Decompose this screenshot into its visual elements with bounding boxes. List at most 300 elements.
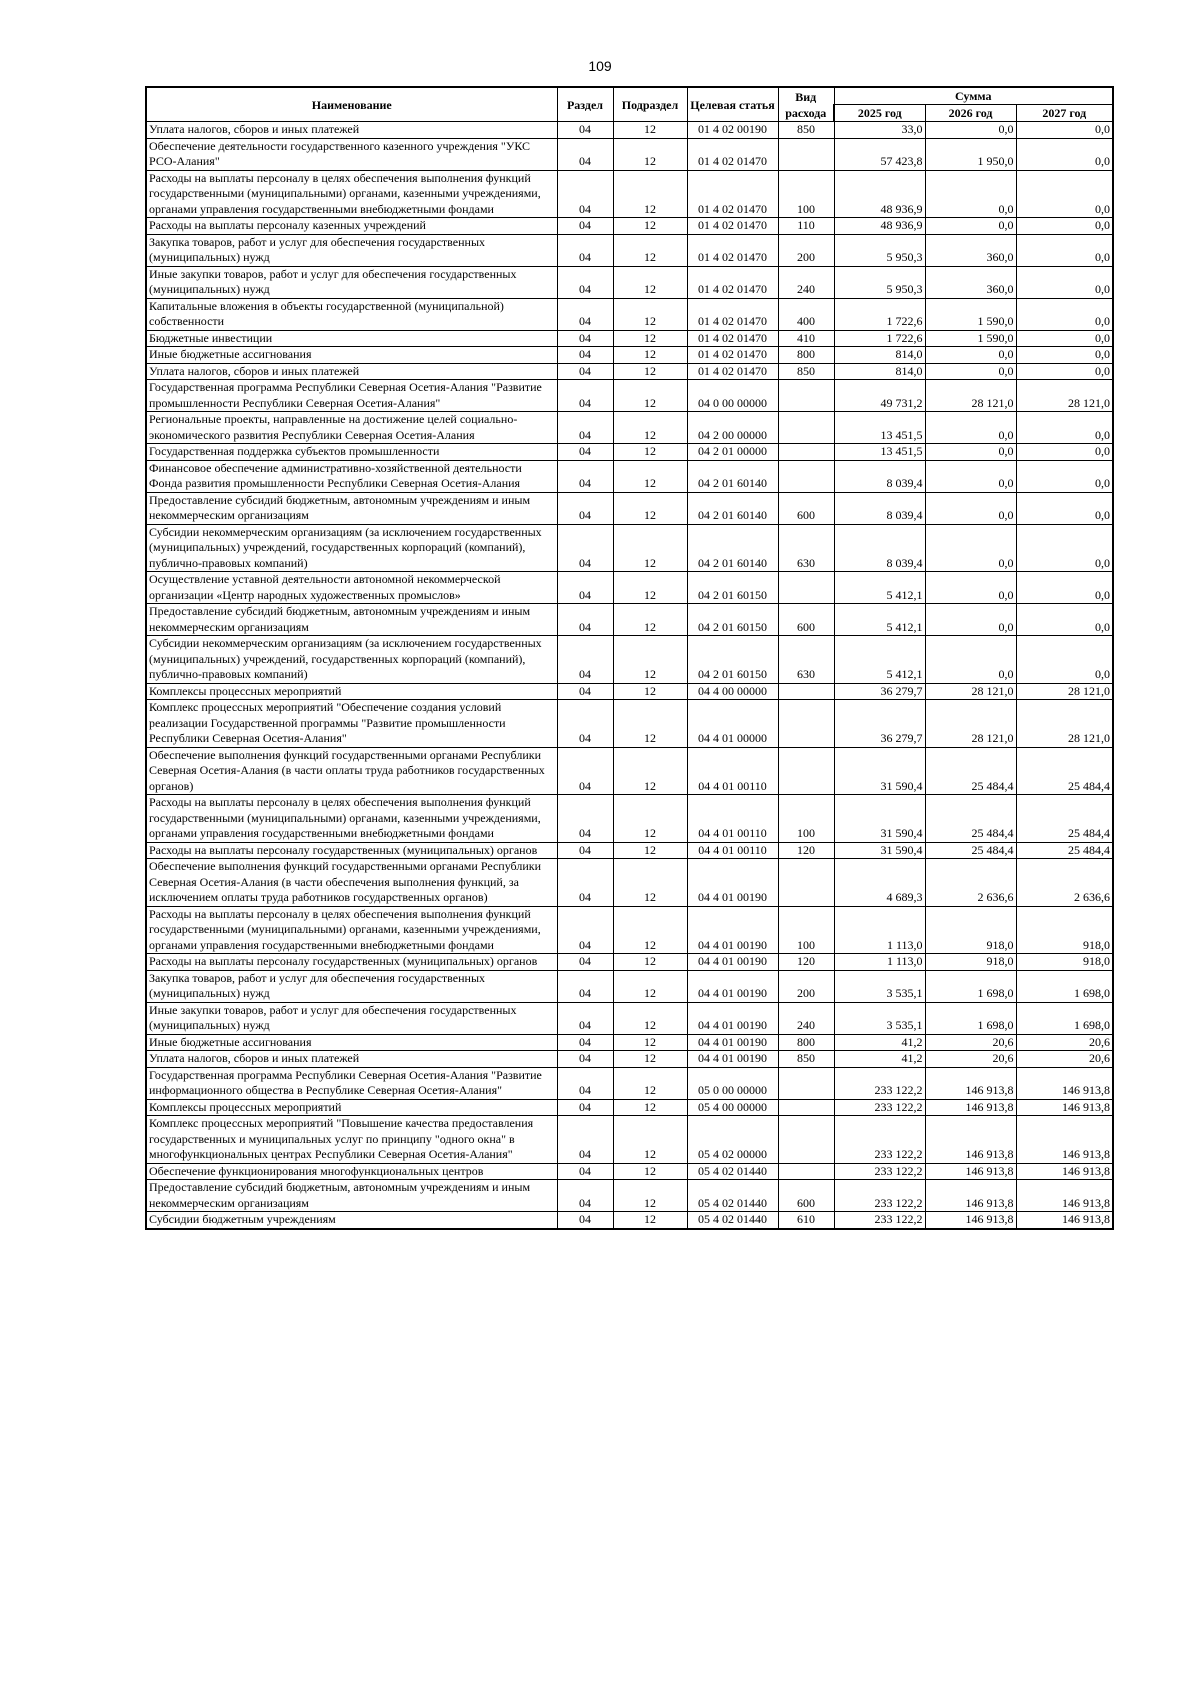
row-amount-2027: 25 484,4 xyxy=(1016,795,1113,843)
header-section: Раздел xyxy=(557,87,613,122)
table-row xyxy=(146,604,1113,636)
row-amount-2026: 146 913,8 xyxy=(925,1116,1016,1164)
row-section: 04 xyxy=(557,747,613,795)
row-amount-2025: 48 936,9 xyxy=(834,170,925,218)
row-expense-type: 600 xyxy=(778,492,834,524)
row-expense-type: 200 xyxy=(778,970,834,1002)
row-amount-2026: 28 121,0 xyxy=(925,700,1016,748)
row-expense-type: 800 xyxy=(778,347,834,364)
row-amount-2026: 28 121,0 xyxy=(925,683,1016,700)
row-amount-2026: 918,0 xyxy=(925,906,1016,954)
row-expense-type xyxy=(778,683,834,700)
row-name: Предоставление субсидий бюджетным, автономным учреждениям и иным некоммерческим организациям xyxy=(146,492,557,524)
table-row xyxy=(146,842,1113,859)
row-expense-type xyxy=(778,460,834,492)
row-section: 04 xyxy=(557,700,613,748)
row-name: Субсидии бюджетным учреждениям xyxy=(146,1212,557,1229)
row-amount-2025: 8 039,4 xyxy=(834,460,925,492)
row-amount-2026: 2 636,6 xyxy=(925,859,1016,907)
row-name: Государственная поддержка субъектов промышленности xyxy=(146,444,557,461)
row-name: Иные бюджетные ассигнования xyxy=(146,1034,557,1051)
budget-table xyxy=(145,86,1114,1230)
row-target-article: 05 4 00 00000 xyxy=(687,1099,778,1116)
table-row xyxy=(146,412,1113,444)
row-amount-2026: 360,0 xyxy=(925,266,1016,298)
row-amount-2025: 233 122,2 xyxy=(834,1116,925,1164)
table-row xyxy=(146,683,1113,700)
table-row xyxy=(146,1116,1113,1164)
row-target-article: 01 4 02 01470 xyxy=(687,138,778,170)
row-expense-type xyxy=(778,412,834,444)
row-amount-2027: 918,0 xyxy=(1016,906,1113,954)
row-expense-type xyxy=(778,138,834,170)
row-amount-2025: 36 279,7 xyxy=(834,700,925,748)
row-name: Расходы на выплаты персоналу в целях обеспечения выполнения функций государственными (муниципальными) органами, казенными учреждениями, органами управления государственными внебюджетными фондами xyxy=(146,906,557,954)
row-subsection: 12 xyxy=(613,604,687,636)
row-amount-2025: 36 279,7 xyxy=(834,683,925,700)
row-expense-type: 200 xyxy=(778,234,834,266)
row-amount-2025: 57 423,8 xyxy=(834,138,925,170)
row-amount-2025: 233 122,2 xyxy=(834,1212,925,1229)
row-amount-2025: 3 535,1 xyxy=(834,1002,925,1034)
row-amount-2026: 0,0 xyxy=(925,170,1016,218)
row-amount-2026: 1 590,0 xyxy=(925,330,1016,347)
row-expense-type: 110 xyxy=(778,218,834,235)
row-amount-2027: 0,0 xyxy=(1016,572,1113,604)
row-subsection: 12 xyxy=(613,906,687,954)
row-section: 04 xyxy=(557,363,613,380)
row-target-article: 04 4 01 00190 xyxy=(687,954,778,971)
table-row xyxy=(146,572,1113,604)
row-amount-2025: 5 412,1 xyxy=(834,604,925,636)
row-amount-2026: 146 913,8 xyxy=(925,1180,1016,1212)
row-target-article: 04 2 00 00000 xyxy=(687,412,778,444)
row-amount-2025: 5 412,1 xyxy=(834,572,925,604)
table-row xyxy=(146,970,1113,1002)
row-name: Комплексы процессных мероприятий xyxy=(146,683,557,700)
row-target-article: 05 4 02 01440 xyxy=(687,1180,778,1212)
row-amount-2025: 233 122,2 xyxy=(834,1067,925,1099)
row-section: 04 xyxy=(557,1002,613,1034)
row-amount-2025: 13 451,5 xyxy=(834,412,925,444)
row-expense-type: 120 xyxy=(778,954,834,971)
row-amount-2027: 146 913,8 xyxy=(1016,1180,1113,1212)
row-expense-type xyxy=(778,1163,834,1180)
row-section: 04 xyxy=(557,524,613,572)
row-subsection: 12 xyxy=(613,460,687,492)
row-expense-type: 630 xyxy=(778,524,834,572)
row-expense-type: 850 xyxy=(778,363,834,380)
row-amount-2027: 25 484,4 xyxy=(1016,842,1113,859)
row-amount-2026: 20,6 xyxy=(925,1034,1016,1051)
row-subsection: 12 xyxy=(613,1099,687,1116)
row-target-article: 04 2 01 60150 xyxy=(687,636,778,684)
row-amount-2026: 0,0 xyxy=(925,636,1016,684)
row-amount-2026: 0,0 xyxy=(925,572,1016,604)
table-row xyxy=(146,444,1113,461)
row-amount-2027: 0,0 xyxy=(1016,218,1113,235)
row-section: 04 xyxy=(557,1051,613,1068)
row-section: 04 xyxy=(557,1212,613,1229)
row-amount-2025: 8 039,4 xyxy=(834,524,925,572)
row-amount-2026: 0,0 xyxy=(925,524,1016,572)
row-name: Обеспечение выполнения функций государственными органами Республики Северная Осетия-Алания (в части обеспечения выполнения функций, за исключением оплаты труда работников государственных органов) xyxy=(146,859,557,907)
row-expense-type xyxy=(778,1116,834,1164)
row-amount-2026: 918,0 xyxy=(925,954,1016,971)
row-amount-2026: 0,0 xyxy=(925,347,1016,364)
row-amount-2027: 0,0 xyxy=(1016,266,1113,298)
row-subsection: 12 xyxy=(613,795,687,843)
row-amount-2027: 0,0 xyxy=(1016,170,1113,218)
row-amount-2027: 0,0 xyxy=(1016,636,1113,684)
table-row xyxy=(146,1034,1113,1051)
row-section: 04 xyxy=(557,1099,613,1116)
row-amount-2026: 0,0 xyxy=(925,412,1016,444)
row-target-article: 01 4 02 00190 xyxy=(687,122,778,139)
table-row xyxy=(146,298,1113,330)
row-amount-2025: 48 936,9 xyxy=(834,218,925,235)
row-amount-2027: 146 913,8 xyxy=(1016,1212,1113,1229)
row-subsection: 12 xyxy=(613,636,687,684)
row-subsection: 12 xyxy=(613,412,687,444)
header-expense-type: Вид расхода xyxy=(778,87,834,122)
table-row xyxy=(146,1212,1113,1229)
row-amount-2025: 8 039,4 xyxy=(834,492,925,524)
row-subsection: 12 xyxy=(613,524,687,572)
table-row xyxy=(146,363,1113,380)
row-subsection: 12 xyxy=(613,363,687,380)
row-expense-type: 630 xyxy=(778,636,834,684)
row-expense-type xyxy=(778,1067,834,1099)
row-name: Предоставление субсидий бюджетным, автономным учреждениям и иным некоммерческим организациям xyxy=(146,604,557,636)
row-amount-2025: 4 689,3 xyxy=(834,859,925,907)
row-target-article: 04 4 01 00190 xyxy=(687,1034,778,1051)
row-amount-2025: 1 722,6 xyxy=(834,330,925,347)
table-row xyxy=(146,954,1113,971)
row-target-article: 04 2 01 60140 xyxy=(687,492,778,524)
row-subsection: 12 xyxy=(613,572,687,604)
row-target-article: 04 4 01 00110 xyxy=(687,842,778,859)
row-name: Субсидии некоммерческим организациям (за исключением государственных (муниципальных) учреждений, государственных корпораций (компаний), публично-правовых компаний) xyxy=(146,636,557,684)
table-row xyxy=(146,1002,1113,1034)
row-target-article: 01 4 02 01470 xyxy=(687,347,778,364)
table-body xyxy=(146,122,1113,1229)
row-name: Бюджетные инвестиции xyxy=(146,330,557,347)
row-amount-2025: 3 535,1 xyxy=(834,970,925,1002)
row-amount-2026: 360,0 xyxy=(925,234,1016,266)
table-row xyxy=(146,1051,1113,1068)
row-amount-2027: 0,0 xyxy=(1016,460,1113,492)
row-section: 04 xyxy=(557,906,613,954)
row-amount-2027: 146 913,8 xyxy=(1016,1116,1113,1164)
table-row xyxy=(146,636,1113,684)
row-subsection: 12 xyxy=(613,1002,687,1034)
row-name: Иные бюджетные ассигнования xyxy=(146,347,557,364)
row-target-article: 04 4 01 00110 xyxy=(687,795,778,843)
row-target-article: 04 4 01 00190 xyxy=(687,1002,778,1034)
row-section: 04 xyxy=(557,970,613,1002)
row-expense-type xyxy=(778,572,834,604)
row-amount-2025: 13 451,5 xyxy=(834,444,925,461)
row-subsection: 12 xyxy=(613,122,687,139)
row-amount-2027: 1 698,0 xyxy=(1016,970,1113,1002)
row-amount-2027: 0,0 xyxy=(1016,330,1113,347)
row-name: Расходы на выплаты персоналу государственных (муниципальных) органов xyxy=(146,954,557,971)
row-section: 04 xyxy=(557,636,613,684)
row-section: 04 xyxy=(557,683,613,700)
row-target-article: 04 2 01 00000 xyxy=(687,444,778,461)
row-section: 04 xyxy=(557,1116,613,1164)
row-name: Расходы на выплаты персоналу в целях обеспечения выполнения функций государственными (муниципальными) органами, казенными учреждениями, органами управления государственными внебюджетными фондами xyxy=(146,170,557,218)
row-subsection: 12 xyxy=(613,170,687,218)
row-expense-type: 100 xyxy=(778,906,834,954)
row-target-article: 04 4 01 00000 xyxy=(687,700,778,748)
row-section: 04 xyxy=(557,604,613,636)
header-year-2026: 2026 год xyxy=(925,105,1016,122)
row-amount-2026: 1 590,0 xyxy=(925,298,1016,330)
row-amount-2027: 0,0 xyxy=(1016,524,1113,572)
row-section: 04 xyxy=(557,218,613,235)
row-name: Уплата налогов, сборов и иных платежей xyxy=(146,363,557,380)
row-amount-2026: 146 913,8 xyxy=(925,1163,1016,1180)
row-amount-2026: 146 913,8 xyxy=(925,1212,1016,1229)
row-expense-type xyxy=(778,700,834,748)
row-amount-2027: 2 636,6 xyxy=(1016,859,1113,907)
row-amount-2027: 25 484,4 xyxy=(1016,747,1113,795)
row-section: 04 xyxy=(557,460,613,492)
table-row xyxy=(146,1099,1113,1116)
row-amount-2027: 0,0 xyxy=(1016,604,1113,636)
row-section: 04 xyxy=(557,298,613,330)
row-amount-2026: 0,0 xyxy=(925,218,1016,235)
row-expense-type: 100 xyxy=(778,795,834,843)
row-section: 04 xyxy=(557,412,613,444)
row-amount-2025: 233 122,2 xyxy=(834,1163,925,1180)
row-name: Обеспечение функционирования многофункциональных центров xyxy=(146,1163,557,1180)
row-amount-2027: 0,0 xyxy=(1016,347,1113,364)
row-amount-2025: 31 590,4 xyxy=(834,842,925,859)
table-row xyxy=(146,906,1113,954)
row-target-article: 04 4 00 00000 xyxy=(687,683,778,700)
row-amount-2027: 0,0 xyxy=(1016,234,1113,266)
table-row xyxy=(146,747,1113,795)
row-name: Капитальные вложения в объекты государственной (муниципальной) собственности xyxy=(146,298,557,330)
row-amount-2027: 0,0 xyxy=(1016,298,1113,330)
row-amount-2026: 0,0 xyxy=(925,363,1016,380)
row-section: 04 xyxy=(557,444,613,461)
row-amount-2025: 233 122,2 xyxy=(834,1180,925,1212)
row-section: 04 xyxy=(557,842,613,859)
table-row xyxy=(146,700,1113,748)
row-name: Комплекс процессных мероприятий "Повышение качества предоставления государственных и муниципальных услуг по принципу "одного окна" в многофункциональных центрах Республики Северная Осетия-Алания" xyxy=(146,1116,557,1164)
header-subsection: Подраздел xyxy=(613,87,687,122)
row-expense-type: 240 xyxy=(778,1002,834,1034)
row-section: 04 xyxy=(557,347,613,364)
row-subsection: 12 xyxy=(613,234,687,266)
row-amount-2025: 49 731,2 xyxy=(834,380,925,412)
row-amount-2027: 20,6 xyxy=(1016,1034,1113,1051)
row-target-article: 04 4 01 00190 xyxy=(687,970,778,1002)
row-amount-2026: 0,0 xyxy=(925,492,1016,524)
row-subsection: 12 xyxy=(613,1116,687,1164)
row-subsection: 12 xyxy=(613,380,687,412)
row-expense-type: 400 xyxy=(778,298,834,330)
table-row xyxy=(146,492,1113,524)
row-subsection: 12 xyxy=(613,1034,687,1051)
row-amount-2025: 1 113,0 xyxy=(834,954,925,971)
row-subsection: 12 xyxy=(613,970,687,1002)
row-name: Осуществление уставной деятельности автономной некоммерческой организации «Центр народных художественных промыслов» xyxy=(146,572,557,604)
row-section: 04 xyxy=(557,170,613,218)
header-year-2027: 2027 год xyxy=(1016,105,1113,122)
row-name: Закупка товаров, работ и услуг для обеспечения государственных (муниципальных) нужд xyxy=(146,234,557,266)
row-subsection: 12 xyxy=(613,954,687,971)
row-name: Региональные проекты, направленные на достижение целей социально-экономического развития Республики Северная Осетия-Алания xyxy=(146,412,557,444)
row-amount-2027: 0,0 xyxy=(1016,412,1113,444)
row-expense-type: 410 xyxy=(778,330,834,347)
row-name: Комплекс процессных мероприятий "Обеспечение создания условий реализации Государственной программы "Развитие промышленности Республики Северная Осетия-Алания" xyxy=(146,700,557,748)
header-year-2025: 2025 год xyxy=(834,105,925,122)
row-amount-2026: 0,0 xyxy=(925,460,1016,492)
row-name: Предоставление субсидий бюджетным, автономным учреждениям и иным некоммерческим организациям xyxy=(146,1180,557,1212)
table-row xyxy=(146,138,1113,170)
row-subsection: 12 xyxy=(613,218,687,235)
row-subsection: 12 xyxy=(613,298,687,330)
header-sum: Сумма xyxy=(834,87,1113,105)
row-expense-type xyxy=(778,747,834,795)
row-target-article: 05 4 02 00000 xyxy=(687,1116,778,1164)
table-header xyxy=(146,87,1113,122)
row-amount-2027: 28 121,0 xyxy=(1016,700,1113,748)
row-amount-2025: 5 950,3 xyxy=(834,234,925,266)
row-amount-2026: 146 913,8 xyxy=(925,1099,1016,1116)
row-amount-2026: 146 913,8 xyxy=(925,1067,1016,1099)
table-row xyxy=(146,524,1113,572)
row-target-article: 05 4 02 01440 xyxy=(687,1163,778,1180)
row-amount-2026: 0,0 xyxy=(925,122,1016,139)
row-amount-2025: 31 590,4 xyxy=(834,795,925,843)
row-amount-2026: 1 698,0 xyxy=(925,970,1016,1002)
row-expense-type xyxy=(778,1099,834,1116)
row-name: Обеспечение выполнения функций государственными органами Республики Северная Осетия-Алания (в части оплаты труда работников государственных органов) xyxy=(146,747,557,795)
row-name: Расходы на выплаты персоналу в целях обеспечения выполнения функций государственными (муниципальными) органами, казенными учреждениями, органами управления государственными внебюджетными фондами xyxy=(146,795,557,843)
row-section: 04 xyxy=(557,266,613,298)
row-subsection: 12 xyxy=(613,330,687,347)
row-target-article: 04 4 01 00190 xyxy=(687,859,778,907)
row-section: 04 xyxy=(557,1034,613,1051)
row-subsection: 12 xyxy=(613,444,687,461)
table-row xyxy=(146,380,1113,412)
row-amount-2027: 918,0 xyxy=(1016,954,1113,971)
row-expense-type: 850 xyxy=(778,122,834,139)
row-amount-2025: 814,0 xyxy=(834,363,925,380)
row-amount-2027: 0,0 xyxy=(1016,492,1113,524)
row-section: 04 xyxy=(557,492,613,524)
row-target-article: 01 4 02 01470 xyxy=(687,330,778,347)
row-target-article: 04 0 00 00000 xyxy=(687,380,778,412)
row-name: Расходы на выплаты персоналу казенных учреждений xyxy=(146,218,557,235)
row-amount-2026: 0,0 xyxy=(925,444,1016,461)
row-subsection: 12 xyxy=(613,700,687,748)
row-amount-2025: 814,0 xyxy=(834,347,925,364)
row-expense-type: 600 xyxy=(778,604,834,636)
row-target-article: 05 4 02 01440 xyxy=(687,1212,778,1229)
row-amount-2027: 28 121,0 xyxy=(1016,683,1113,700)
row-amount-2026: 1 950,0 xyxy=(925,138,1016,170)
header-name: Наименование xyxy=(146,87,557,122)
row-amount-2027: 146 913,8 xyxy=(1016,1163,1113,1180)
row-subsection: 12 xyxy=(613,1051,687,1068)
row-expense-type: 100 xyxy=(778,170,834,218)
table-row xyxy=(146,330,1113,347)
table-row xyxy=(146,1163,1113,1180)
row-subsection: 12 xyxy=(613,747,687,795)
row-subsection: 12 xyxy=(613,859,687,907)
row-name: Государственная программа Республики Северная Осетия-Алания "Развитие промышленности Республики Северная Осетия-Алания" xyxy=(146,380,557,412)
row-name: Уплата налогов, сборов и иных платежей xyxy=(146,122,557,139)
row-expense-type xyxy=(778,380,834,412)
row-target-article: 01 4 02 01470 xyxy=(687,363,778,380)
row-amount-2026: 1 698,0 xyxy=(925,1002,1016,1034)
row-expense-type: 800 xyxy=(778,1034,834,1051)
row-name: Расходы на выплаты персоналу государственных (муниципальных) органов xyxy=(146,842,557,859)
page-number: 109 xyxy=(588,58,612,74)
row-target-article: 05 0 00 00000 xyxy=(687,1067,778,1099)
row-expense-type: 850 xyxy=(778,1051,834,1068)
row-amount-2027: 0,0 xyxy=(1016,363,1113,380)
row-expense-type: 240 xyxy=(778,266,834,298)
row-amount-2027: 1 698,0 xyxy=(1016,1002,1113,1034)
table-row xyxy=(146,795,1113,843)
row-target-article: 04 4 01 00110 xyxy=(687,747,778,795)
row-amount-2027: 146 913,8 xyxy=(1016,1099,1113,1116)
row-target-article: 01 4 02 01470 xyxy=(687,266,778,298)
row-amount-2027: 0,0 xyxy=(1016,122,1113,139)
row-name: Иные закупки товаров, работ и услуг для обеспечения государственных (муниципальных) нужд xyxy=(146,266,557,298)
row-name: Комплексы процессных мероприятий xyxy=(146,1099,557,1116)
row-target-article: 04 2 01 60150 xyxy=(687,604,778,636)
row-amount-2026: 25 484,4 xyxy=(925,842,1016,859)
row-expense-type: 600 xyxy=(778,1180,834,1212)
row-section: 04 xyxy=(557,954,613,971)
row-amount-2025: 233 122,2 xyxy=(834,1099,925,1116)
row-amount-2027: 20,6 xyxy=(1016,1051,1113,1068)
row-expense-type: 120 xyxy=(778,842,834,859)
row-amount-2025: 1 722,6 xyxy=(834,298,925,330)
row-section: 04 xyxy=(557,138,613,170)
row-name: Обеспечение деятельности государственного казенного учреждения "УКС РСО-Алания" xyxy=(146,138,557,170)
row-target-article: 04 2 01 60140 xyxy=(687,460,778,492)
row-amount-2025: 1 113,0 xyxy=(834,906,925,954)
row-section: 04 xyxy=(557,380,613,412)
row-target-article: 04 4 01 00190 xyxy=(687,906,778,954)
table-row xyxy=(146,859,1113,907)
table-row xyxy=(146,1180,1113,1212)
row-subsection: 12 xyxy=(613,266,687,298)
header-target-article: Целевая статья xyxy=(687,87,778,122)
table-row xyxy=(146,170,1113,218)
row-subsection: 12 xyxy=(613,683,687,700)
row-name: Субсидии некоммерческим организациям (за исключением государственных (муниципальных) учреждений, государственных корпораций (компаний), публично-правовых компаний) xyxy=(146,524,557,572)
row-name: Уплата налогов, сборов и иных платежей xyxy=(146,1051,557,1068)
row-name: Иные закупки товаров, работ и услуг для обеспечения государственных (муниципальных) нужд xyxy=(146,1002,557,1034)
row-target-article: 04 4 01 00190 xyxy=(687,1051,778,1068)
row-subsection: 12 xyxy=(613,1180,687,1212)
row-section: 04 xyxy=(557,1180,613,1212)
row-target-article: 01 4 02 01470 xyxy=(687,234,778,266)
table-row xyxy=(146,266,1113,298)
table-row xyxy=(146,1067,1113,1099)
